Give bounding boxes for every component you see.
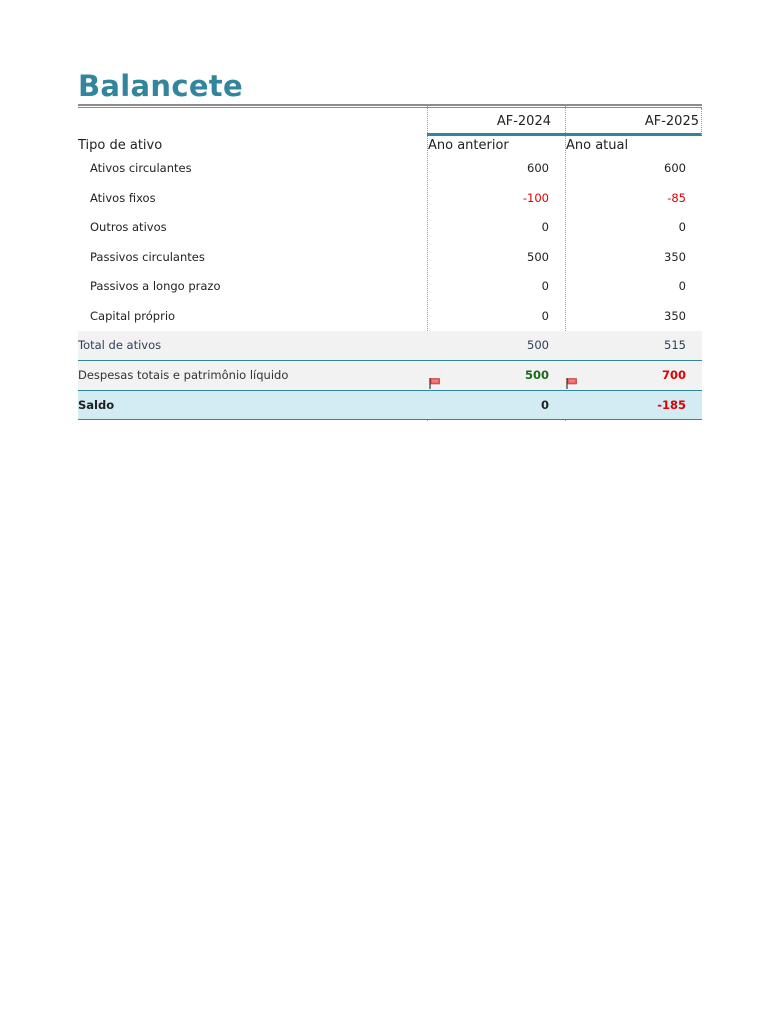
curr-value: 350 <box>664 308 686 323</box>
row-label: Total de ativos <box>78 338 162 352</box>
total-assets-row[interactable] <box>78 331 702 361</box>
row-label: Ativos circulantes <box>90 161 192 175</box>
table-row[interactable] <box>78 243 702 273</box>
curr-value: 600 <box>664 161 686 175</box>
table-row[interactable] <box>78 213 702 243</box>
table-row[interactable] <box>78 302 702 332</box>
prev-value: 0 <box>541 220 549 234</box>
curr-value: 700 <box>661 368 686 382</box>
row-label-header: Tipo de ativo <box>78 138 163 153</box>
balance-row[interactable] <box>78 391 702 421</box>
curr-value: -185 <box>657 397 686 412</box>
row-label: Saldo <box>78 397 115 412</box>
current-label-header: Ano atual <box>566 138 629 153</box>
prev-value: -100 <box>522 190 549 205</box>
curr-value: -85 <box>667 190 686 205</box>
row-label: Passivos circulantes <box>90 249 205 264</box>
curr-value: 350 <box>664 249 686 264</box>
previous-period-header[interactable]: AF-2024 <box>427 108 565 136</box>
curr-value: 0 <box>678 279 686 293</box>
table-row[interactable] <box>78 272 702 302</box>
red-flag-icon <box>566 377 578 389</box>
row-label: Capital próprio <box>90 308 176 323</box>
table-row[interactable] <box>78 184 702 214</box>
prev-value: 600 <box>527 161 549 175</box>
row-label: Ativos fixos <box>90 190 156 205</box>
current-period-header[interactable]: AF-2025 <box>565 108 702 136</box>
red-flag-icon <box>429 377 441 389</box>
row-label: Passivos a longo prazo <box>90 279 221 293</box>
row-label: Outros ativos <box>90 220 167 234</box>
curr-value: 0 <box>678 220 686 234</box>
sheet-title: Balancete <box>78 69 243 103</box>
prev-value: 0 <box>541 279 549 293</box>
row-label: Despesas totais e patrimônio líquido <box>78 368 289 382</box>
total-expenses-equity-row[interactable] <box>78 361 702 391</box>
previous-label-header: Ano anterior <box>428 138 509 153</box>
prev-value: 500 <box>524 368 549 382</box>
curr-value: 515 <box>664 338 686 352</box>
table-row[interactable] <box>78 154 702 184</box>
prev-value: 500 <box>527 338 549 352</box>
prev-value: 500 <box>527 249 549 264</box>
prev-value: 0 <box>540 397 549 412</box>
prev-value: 0 <box>541 308 549 323</box>
